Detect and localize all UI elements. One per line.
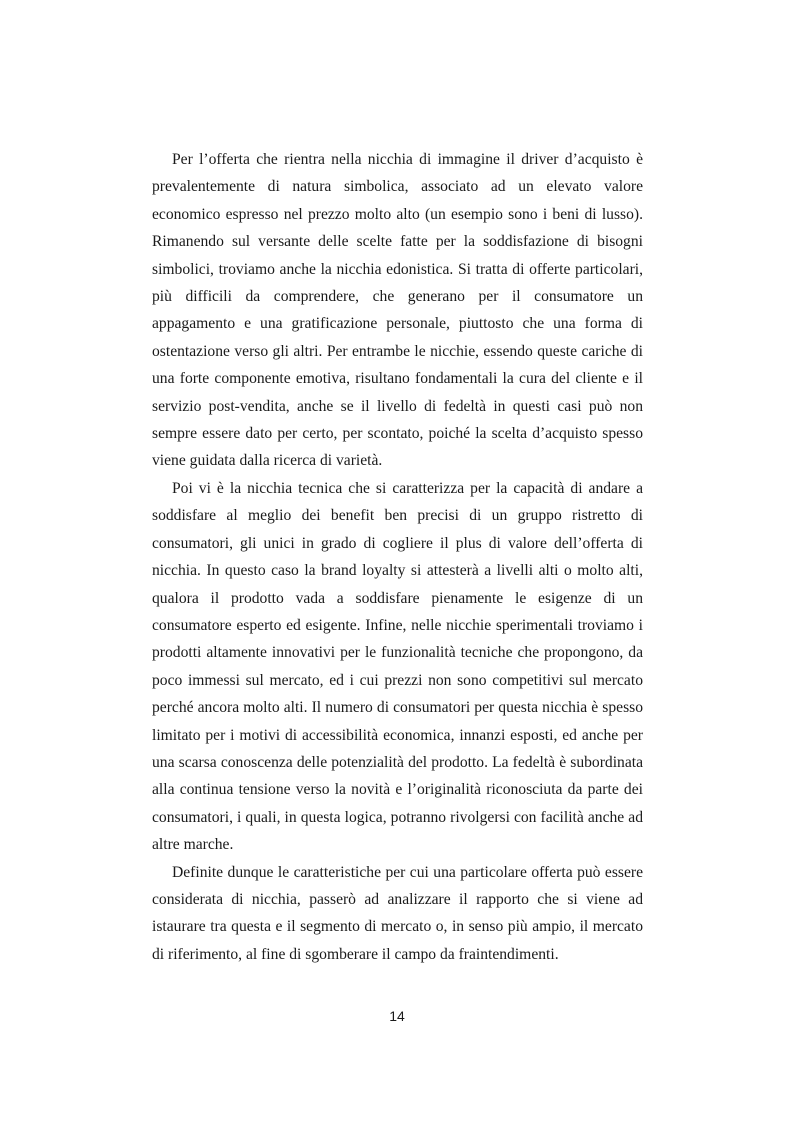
paragraph-3: Definite dunque le caratteristiche per cui una particolare offerta può essere considerata di nicchia, passerò ad analizzare il rapporto che si viene ad istaurare tra questa e il segmento di mercato o, in senso più ampio, il mercato di riferimento, al fine di sgomberare il campo da fraintendimenti.	[152, 863, 643, 963]
body-text	[152, 146, 643, 968]
paragraph-2: Poi vi è la nicchia tecnica che si caratterizza per la capacità di andare a soddisfare al meglio dei benefit ben precisi di un gruppo ristretto di consumatori, gli unici in grado di cogliere il plus di valore dell’offerta di nicchia. In questo caso la brand loyalty si attesterà a livelli alti o molto alti, qualora il prodotto vada a soddisfare pienamente le esigenze di un consumatore esperto ed esigente. Infine, nelle nicchie sperimentali troviamo i prodotti altamente innovativi per le funzionalità tecniche che propongono, da poco immessi sul mercato, ed i cui prezzi non sono competitivi sul mercato perché ancora molto alti. Il numero di consumatori per questa nicchia è spesso limitato per i motivi di accessibilità economica, innanzi esposti, ed anche per una scarsa conoscenza delle potenzialità del prodotto. La fedeltà è subordinata alla continua tensione verso la novità e l’originalità riconosciuta da parte dei consumatori, i quali, in questa logica, potranno rivolgersi con facilità anche ad altre marche.	[152, 479, 643, 854]
page-number: 14	[389, 1008, 405, 1024]
paragraph-1: Per l’offerta che rientra nella nicchia di immagine il driver d’acquisto è prevalentemente di natura simbolica, associato ad un elevato valore economico espresso nel prezzo molto alto (un esempio sono i beni di lusso). Rimanendo sul versante delle scelte fatte per la soddisfazione di bisogni simbolici, troviamo anche la nicchia edonistica. Si tratta di offerte particolari, più difficili da comprendere, che generano per il consumatore un appagamento e una gratificazione personale, piuttosto che una forma di ostentazione verso gli altri. Per entrambe le nicchie, essendo queste cariche di una forte componente emotiva, risultano fondamentali la cura del cliente e il servizio post-vendita, anche se il livello di fedeltà in questi casi può non sempre essere dato per certo, per scontato, poiché la scelta d’acquisto spesso viene guidata dalla ricerca di varietà.	[152, 151, 643, 470]
